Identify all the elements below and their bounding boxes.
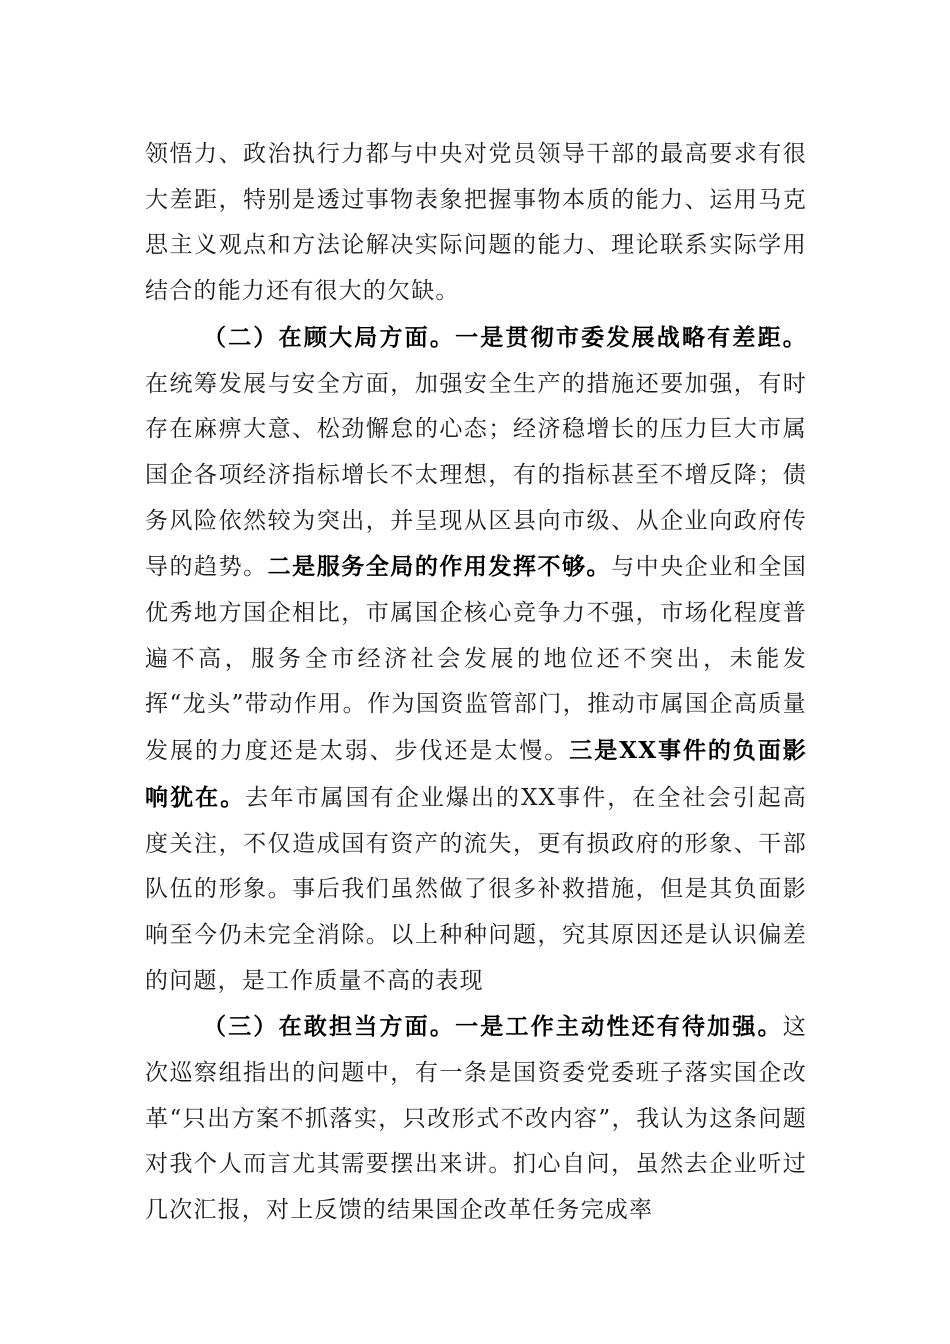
heading-2-point-3: 三是XX事件的负面影响犹在。	[145, 737, 807, 811]
paragraph-1-text: 领悟力、政治执行力都与中央对党员领导干部的最高要求有很大差距，特别是透过事物表象把握事物本质的能力、运用马克思主义观点和方法论解决实际问题的能力、理论联系实际学用结合的能力还有很大的欠缺。	[145, 141, 807, 305]
heading-3-point-1: （三）在敢担当方面。一是工作主动性还有待加强。	[203, 1013, 783, 1041]
paragraph-3	[145, 1004, 807, 1234]
heading-2-point-1: （二）在顾大局方面。一是贯彻市委发展战略有差距。	[203, 323, 807, 351]
paragraph-3-text-1: 这次巡察组指出的问题中，有一条是国资委党委班子落实国企改革“只出方案不抓落实，只改形式不改内容”，我认为这条问题对我个人而言尤其需要摆出来讲。扪心自问，虽然去企业听过几次汇报，对上反馈的结果国企改革任务完成率	[145, 1014, 807, 1224]
paragraph-2-text-2: 与中央企业和全国优秀地方国企相比，市属国企核心竞争力不强，市场化程度普遍不高，服务全市经济社会发展的地位还不突出，未能发挥“龙头”带动作用。作为国资监管部门，推动市属国企高质量发展的力度还是太弱、步伐还是太慢。	[145, 554, 807, 765]
paragraph-2	[145, 315, 807, 1005]
paragraph-1	[145, 132, 807, 315]
paragraph-2-text-3: 去年市属国有企业爆出的XX事件，在全社会引起高度关注，不仅造成国有资产的流失，更有损政府的形象、干部队伍的形象。事后我们虽然做了很多补救措施，但是其负面影响至今仍未完全消除。以上种种问题，究其原因还是认识偏差的问题，是工作质量不高的表现	[145, 784, 807, 994]
document-body	[145, 132, 807, 1234]
heading-2-point-2: 二是服务全局的作用发挥不够。	[267, 553, 612, 581]
paragraph-2-text-1: 在统筹发展与安全方面，加强安全生产的措施还要加强，有时存在麻痹大意、松劲懈怠的心态；经济稳增长的压力巨大市属国企各项经济指标增长不太理想，有的指标甚至不增反降；债务风险依然较为突出，并呈现从区县向市级、从企业向政府传导的趋势。	[145, 370, 807, 581]
